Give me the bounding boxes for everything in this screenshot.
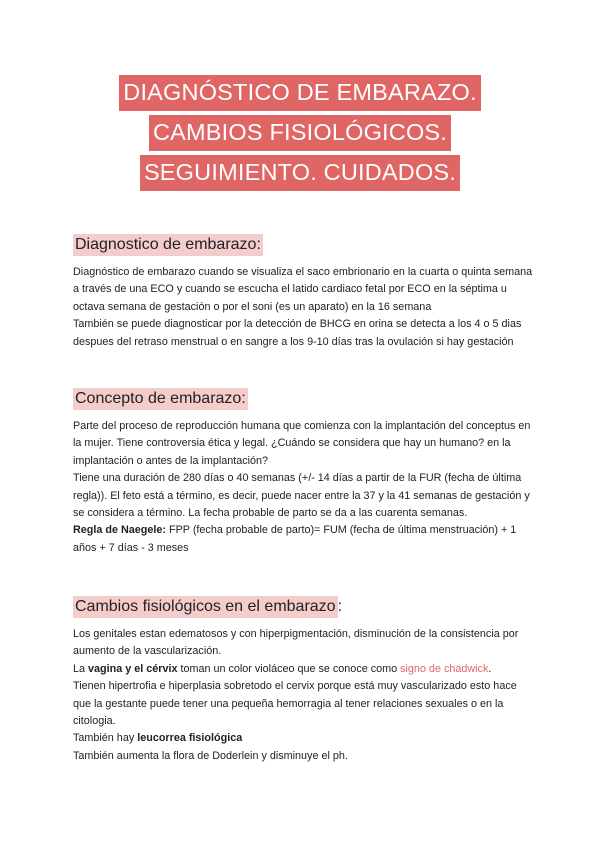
paragraph: Diagnóstico de embarazo cuando se visualiza el saco embrionario en la cuarta o quinta semana a través de una ECO y cuando se escucha el latido cardiaco fetal por ECO en la séptima u octava semana de gestación o por el soni (es un aparato) en la 16 semana: [73, 266, 533, 313]
title-line-3: SEGUIMIENTO. CUIDADOS.: [140, 155, 460, 191]
bold-vagina-cervix: vagina y el cérvix: [88, 662, 178, 675]
naegele-label: Regla de Naegele:: [73, 524, 167, 537]
text-run: toman un color violáceo que se conoce como: [177, 662, 401, 675]
paragraph-leucorrea: [73, 730, 533, 747]
section-heading-concepto: Concepto de embarazo:: [73, 388, 248, 410]
text-run: También hay: [73, 732, 138, 745]
paragraph: También se puede diagnosticar por la detección de BHCG en orina se detecta a los 4 o 5 dias despues del retraso menstrual o en sangre a los 9-10 días tras la ovulación si hay gestación: [73, 318, 522, 348]
section-diagnostico: [73, 234, 533, 351]
paragraph-chadwick: [73, 661, 533, 678]
paragraph: Tienen hipertrofia e hiperplasia sobretodo el cervix porque está muy vascularizado esto hace que la gestante puede tener una pequeña hemorragia al tener relaciones sexuales o en la citologia.: [73, 680, 517, 728]
heading-colon: :: [337, 598, 343, 615]
document-title: [0, 75, 600, 195]
naegele-text: FPP (fecha probable de parto)= FUM (fecha de última menstruación) + 1 años + 7 días - 3 meses: [73, 524, 517, 554]
section-body-diagnostico: [73, 264, 533, 351]
paragraph: Tiene una duración de 280 días o 40 semanas (+/- 14 días a partir de la FUR (fecha de última regla)). El feto está a término, es decir, puede nacer entre la 37 y la 41 semanas de gestación y se considera a término. La fecha probable de parto se da a las cuarenta semanas.: [73, 472, 530, 520]
section-body-concepto: [73, 418, 533, 557]
paragraph: Los genitales estan edematosos y con hiperpigmentación, disminución de la consistencia por aumento de la vascularización.: [73, 628, 519, 658]
text-run: La: [73, 662, 89, 675]
title-line-2: CAMBIOS FISIOLÓGICOS.: [149, 115, 451, 151]
section-body-cambios: [73, 626, 533, 765]
paragraph: Parte del proceso de reproducción humana que comienza con la implantación del conceptus en la mujer. Tiene controversia ética y legal. ¿Cuándo se considera que hay un humano? en la implantación o antes de la implantación?: [73, 420, 531, 467]
paragraph-naegele: [73, 522, 533, 557]
highlight-chadwick: signo de chadwick: [400, 662, 489, 675]
section-heading-diagnostico: Diagnostico de embarazo:: [73, 234, 263, 256]
section-concepto: [73, 388, 533, 557]
title-line-1: DIAGNÓSTICO DE EMBARAZO.: [119, 75, 480, 111]
text-run: .: [488, 662, 492, 675]
paragraph: También aumenta la flora de Doderlein y disminuye el ph.: [73, 749, 348, 762]
section-cambios: [73, 596, 533, 765]
bold-leucorrea: leucorrea fisiológica: [137, 732, 243, 745]
section-heading-cambios: Cambios fisiológicos en el embarazo: [73, 596, 338, 618]
